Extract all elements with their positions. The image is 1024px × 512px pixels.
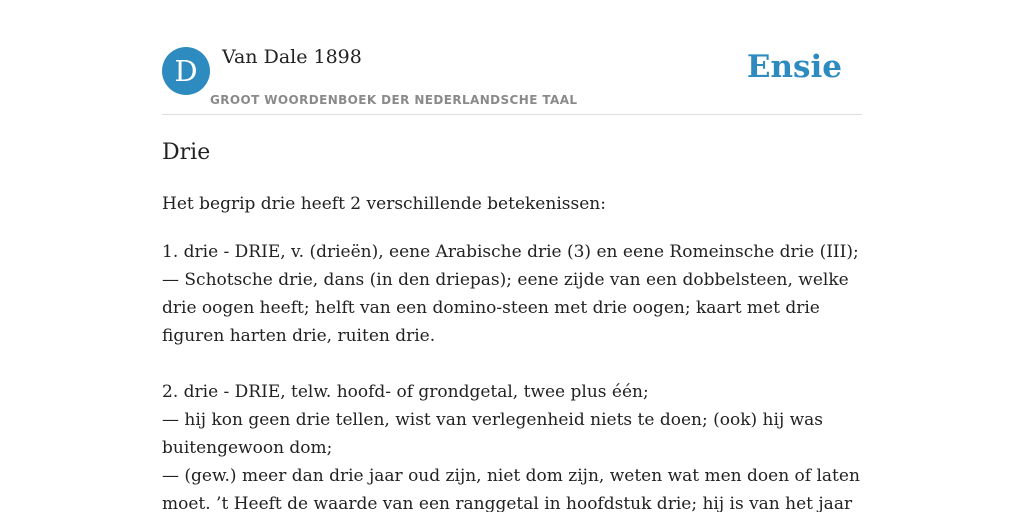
source-subtitle: GROOT WOORDENBOEK DER NEDERLANDSCHE TAAL [210, 93, 578, 107]
definition-line: — (gew.) meer dan drie jaar oud zijn, niet dom zijn, weten wat men doen of laten [162, 466, 860, 486]
entry-definitions [162, 238, 862, 512]
definition-line: — hij kon geen drie tellen, wist van verlegenheid niets te doen; (ook) hij was [162, 410, 824, 430]
source-logo[interactable]: D [162, 47, 210, 95]
definition-line: 1. drie - DRIE, v. (drieën), eene Arabische drie (3) en eene Romeinsche drie (III); [162, 242, 859, 262]
source-title[interactable]: Van Dale 1898 [222, 46, 362, 68]
brand-logo[interactable]: Ensie [746, 49, 842, 85]
definition-line: 2. drie - DRIE, telw. hoofd- of grondgetal, twee plus één; [162, 382, 649, 402]
page-title: Drie [162, 140, 211, 165]
header [162, 45, 862, 115]
definition-line: moet. ’t Heeft de waarde van een ranggetal in hoofdstuk drie; hij is van het jaar [162, 494, 853, 512]
definition-spacer [162, 350, 862, 378]
definition-line: — Schotsche drie, dans (in den driepas); eene zijde van een dobbelsteen, welke [162, 270, 849, 290]
entry-intro: Het begrip drie heeft 2 verschillende betekenissen: [162, 194, 606, 214]
definition-line: drie oogen heeft; helft van een domino-steen met drie oogen; kaart met drie [162, 298, 820, 318]
definition-line: buitengewoon dom; [162, 438, 333, 458]
definition-line: figuren harten drie, ruiten drie. [162, 326, 436, 346]
